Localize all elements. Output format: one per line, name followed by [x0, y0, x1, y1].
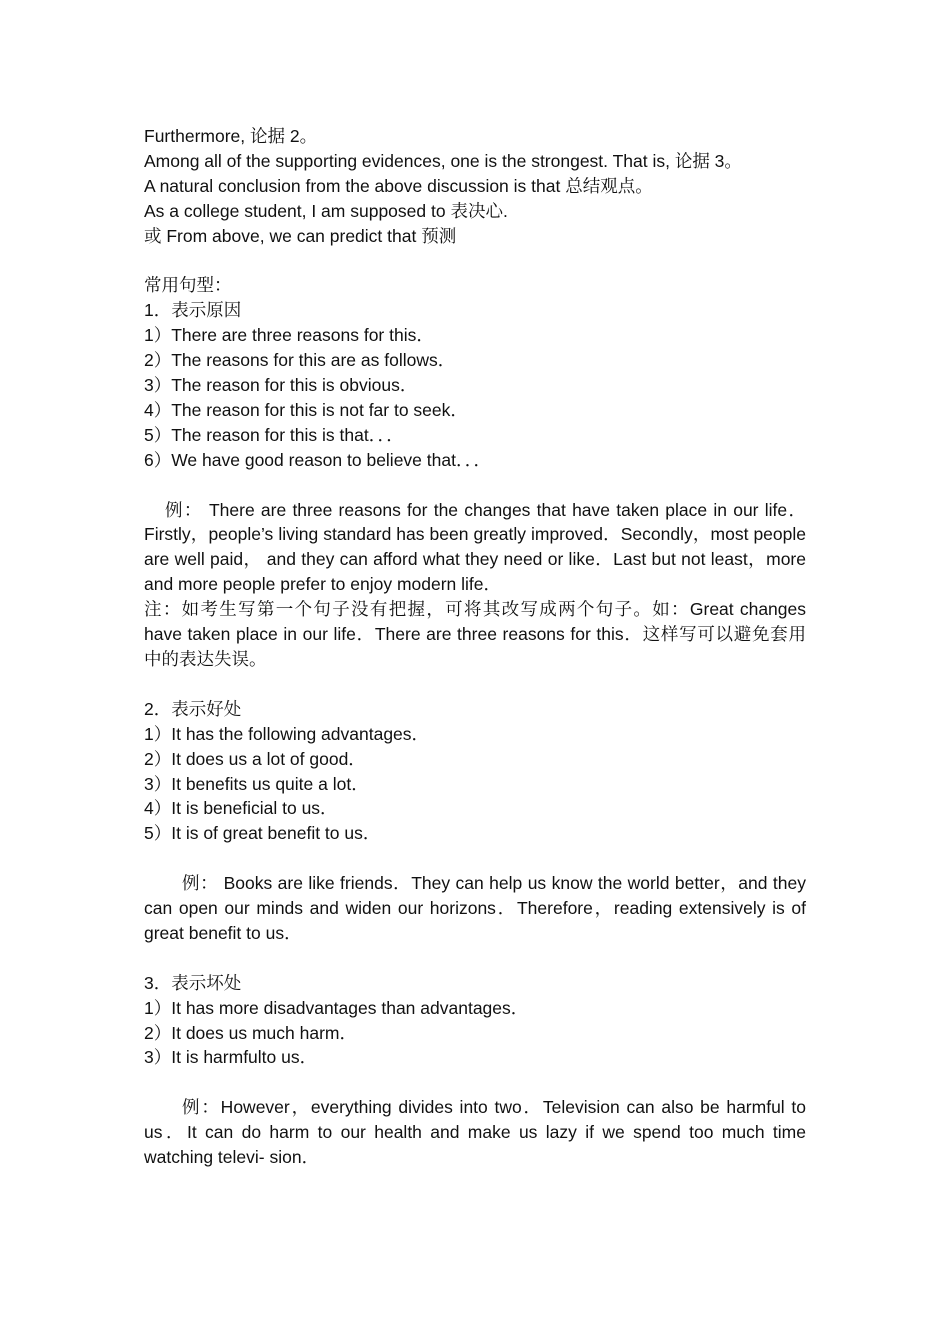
- spacer: [144, 846, 806, 871]
- list-item: 5）The reason for this is that．．．: [144, 424, 404, 445]
- section-heading-advantages: 2．表示好处: [144, 698, 242, 719]
- list-item: 3）The reason for this is obvious．: [144, 375, 418, 396]
- section-heading-reasons: 1．表示原因: [144, 300, 242, 321]
- list-item: 2）It does us much harm．: [144, 1022, 357, 1043]
- common-patterns-heading: 常用句型：: [144, 275, 232, 296]
- list-item: 2）It does us a lot of good．: [144, 748, 366, 769]
- intro-line-predict: 或 From above, we can predict that 预测: [144, 225, 457, 246]
- list-item: 1）It has more disadvantages than advantages．: [144, 997, 529, 1018]
- intro-line-college-student: As a college student, I am supposed to 表决心.: [144, 200, 508, 221]
- example-paragraph-disadvantages: 例：However，everything divides into two．Television can also be harmful to us．It can do harm to our health and make us lazy if we spend too much time watching televi- sion．: [144, 1097, 806, 1168]
- list-item: 3）It benefits us quite a lot．: [144, 773, 369, 794]
- spacer: [144, 249, 806, 274]
- example-paragraph-advantages: 例： Books are like friends．They can help us know the world better，and they can open our minds and widen our horizons．Therefore，reading extensively is of great benefit to us．: [144, 873, 806, 943]
- spacer: [144, 473, 806, 498]
- list-item: 5）It is of great benefit to us．: [144, 823, 381, 844]
- section-heading-disadvantages: 3．表示坏处: [144, 972, 242, 993]
- list-item: 1）There are three reasons for this．: [144, 325, 434, 346]
- list-item: 2）The reasons for this are as follows．: [144, 350, 456, 371]
- note-paragraph: 注：如考生写第一个句子没有把握，可将其改写成两个句子。如：Great changes have taken place in our life．There are three reasons for this．这样写可以避免套用中的表达失误。: [144, 599, 806, 669]
- list-item: 3）It is harmfulto us．: [144, 1047, 318, 1068]
- list-item: 6）We have good reason to believe that．．．: [144, 449, 491, 470]
- intro-line-conclusion: A natural conclusion from the above discussion is that 总结观点。: [144, 175, 653, 196]
- spacer: [144, 672, 806, 697]
- intro-line-among-all: Among all of the supporting evidences, one is the strongest. That is, 论据 3。: [144, 150, 742, 171]
- example-paragraph-reasons: 例： There are three reasons for the changes that have taken place in our life．Firstly，people’s living standard has been greatly improved．Secondly，most people are well paid， and they can afford what they need or like．Last but not least，more and more people prefer to enjoy modern life．: [144, 499, 806, 595]
- list-item: 4）The reason for this is not far to seek．: [144, 399, 468, 420]
- intro-line-furthermore: Furthermore, 论据 2。: [144, 126, 318, 146]
- list-item: 1）It has the following advantages．: [144, 723, 430, 744]
- document-body: [144, 124, 806, 1170]
- spacer: [144, 1070, 806, 1095]
- list-item: 4）It is beneficial to us．: [144, 798, 338, 819]
- spacer: [144, 946, 806, 971]
